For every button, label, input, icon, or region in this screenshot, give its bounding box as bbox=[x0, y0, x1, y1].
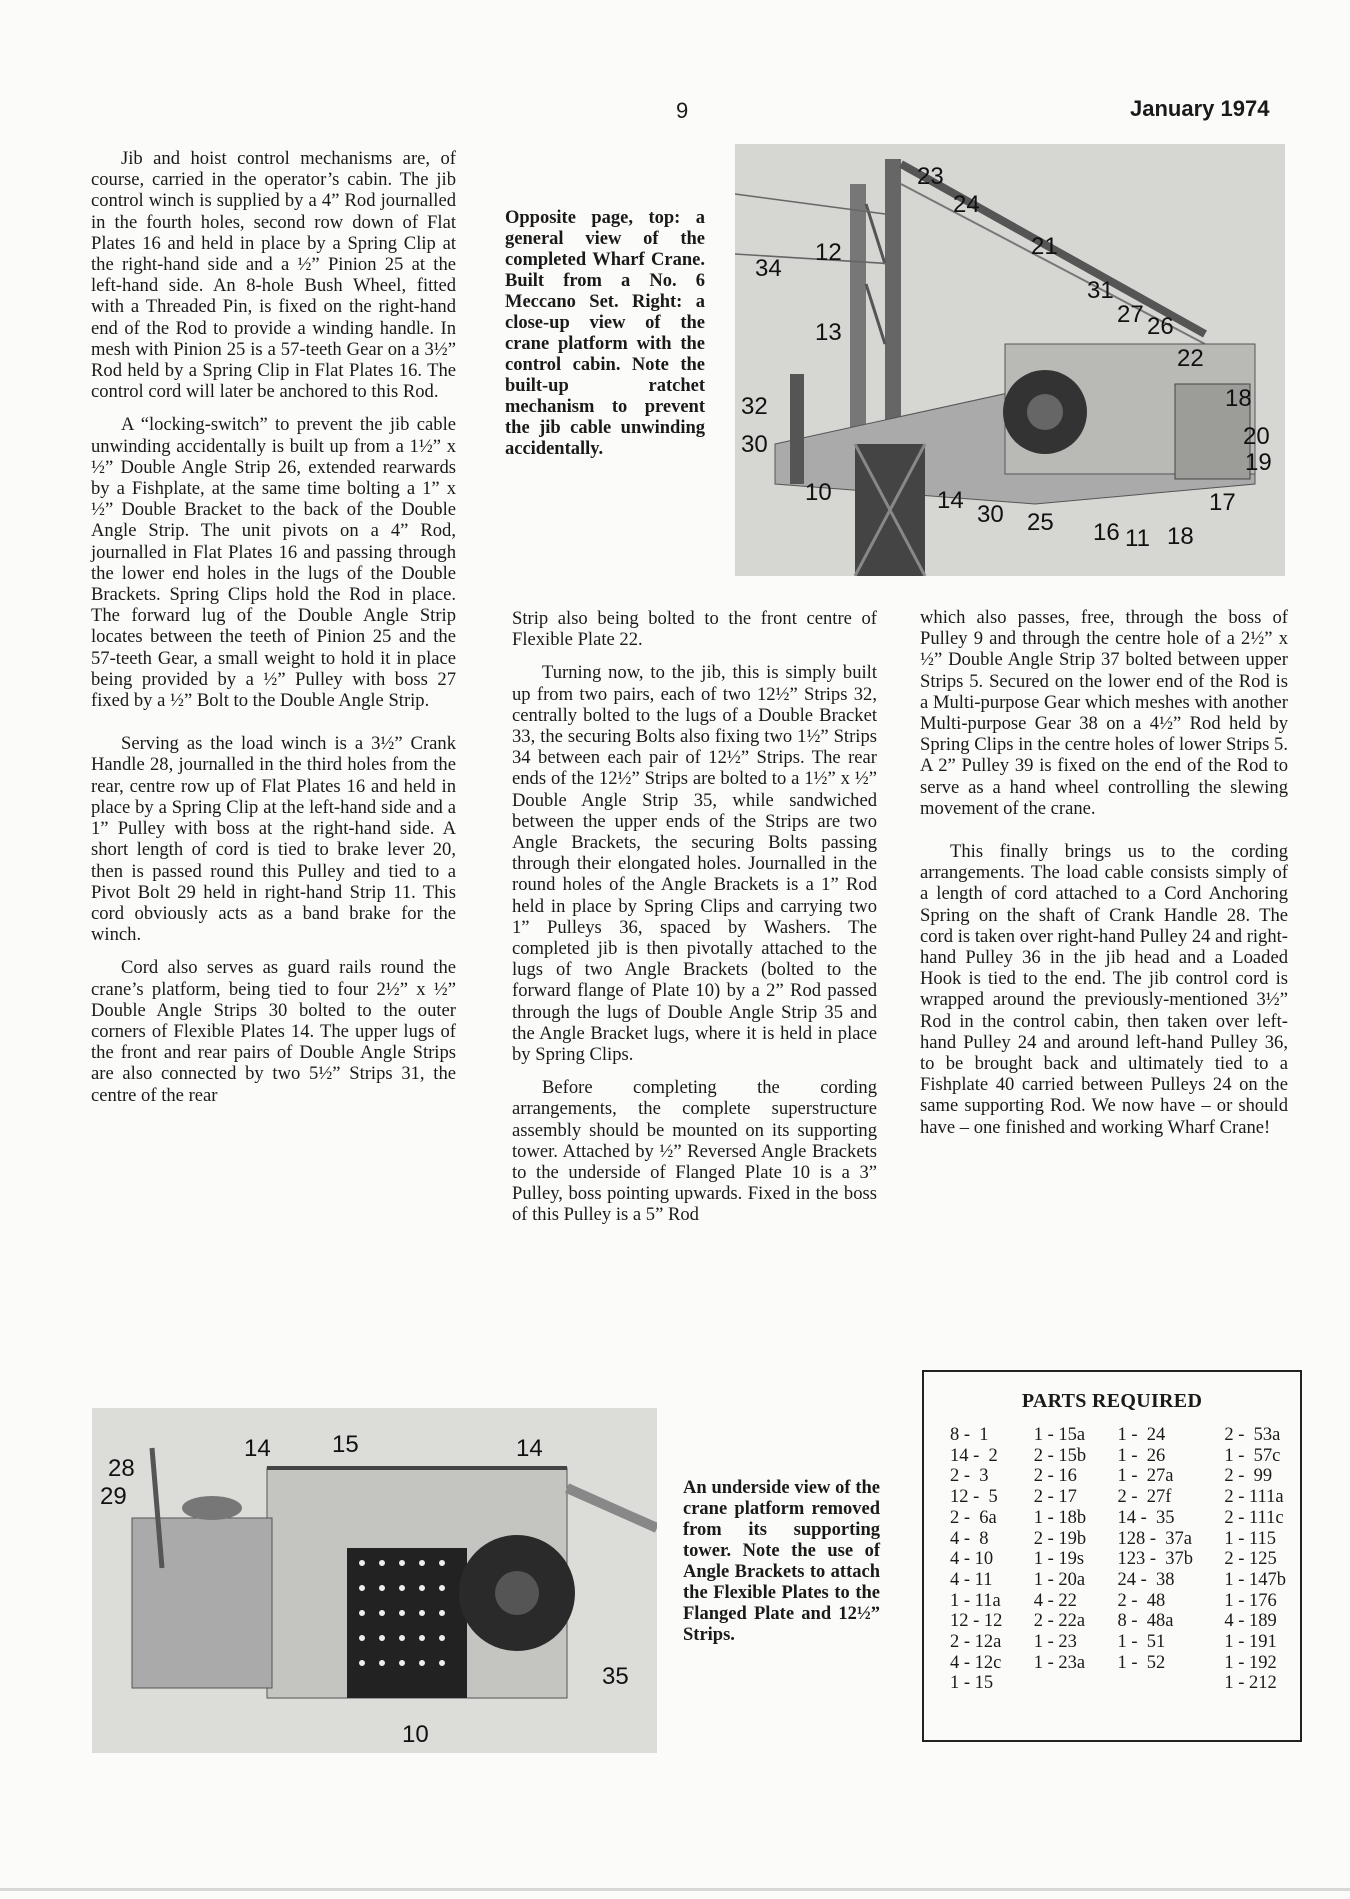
parts-title: PARTS REQUIRED bbox=[1021, 1390, 1203, 1412]
part-entry: 2 - 48 bbox=[1117, 1590, 1166, 1611]
callout-label: 31 bbox=[1087, 277, 1114, 304]
paragraph: Cord also serves as guard rails round the crane’s platform, being tied to four 2½” x ½” Double Angle Strips 30 bolted to the outer corners of Flexible Plates 14. The upper lugs of the front and rear pairs of Double Angle Strips are also connected by two 5½” Strips 31, the centre of the rear bbox=[91, 957, 456, 1106]
paragraph: Jib and hoist control mechanisms are, of course, carried in the operator’s cabin. The jib control winch is supplied by a 4” Rod journalled in the fourth holes, second row down of Flat Plates 16 and held in place by a Spring Clip at the right-hand side and a ½” Pinion 25 at the left-hand side. An 8-hole Bush Wheel, fitted with a Threaded Pin, is fixed on the right-hand end of the Rod to provide a winding handle. In mesh with Pinion 25 is a 57-teeth Gear on a 3½” Rod held by a Spring Clip in Flat Plates 16. The control cord will later be anchored to this Rod. bbox=[91, 148, 456, 403]
callout-label: 21 bbox=[1031, 233, 1058, 260]
callout-label: 30 bbox=[977, 501, 1004, 528]
callout-label: 35 bbox=[602, 1663, 629, 1690]
part-entry: 1 - 57c bbox=[1224, 1445, 1281, 1466]
page-edge bbox=[0, 1888, 1350, 1891]
part-entry: 1 - 51 bbox=[1117, 1632, 1166, 1653]
part-entry: 2 - 111c bbox=[1224, 1507, 1284, 1528]
part-entry: 2 - 19b bbox=[1033, 1528, 1087, 1549]
callout-label: 30 bbox=[741, 431, 768, 458]
part-entry: 12 - 12 bbox=[950, 1611, 1003, 1632]
part-entry: 2 - 22a bbox=[1033, 1611, 1086, 1632]
underside-illustration bbox=[92, 1408, 657, 1753]
part-entry: 8 - 48a bbox=[1117, 1611, 1174, 1632]
callout-label: 22 bbox=[1177, 345, 1204, 372]
callout-label: 20 bbox=[1243, 423, 1270, 450]
part-entry: 1 - 26 bbox=[1117, 1445, 1166, 1466]
paragraph: A “locking-switch” to prevent the jib cable unwinding accidentally is built up from a 1½” x ½” Double Angle Strip 26, extended rearwards by a Fishplate, at the same time bolting a 1” x ½” Double Bracket to the back of the Double Angle Strip. The unit pivots on a 4” Rod, journalled in Flat Plates 16 and passing through the lower end holes in the lugs of the Double Brackets. Spring Clips hold the Rod in place. The forward lug of the Double Angle Strip locates between the teeth of Pinion 25 and the 57-teeth Gear, a small weight to hold it in place being provided by a ½” Pulley with boss 27 fixed by a ½” Bolt to the Double Angle Strip. bbox=[91, 414, 456, 712]
crane-platform-illustration bbox=[735, 144, 1285, 576]
part-entry: 4 - 8 bbox=[950, 1528, 989, 1549]
part-entry: 12 - 5 bbox=[950, 1487, 998, 1508]
part-entry: 1 - 192 bbox=[1224, 1652, 1277, 1673]
part-entry: 1 - 191 bbox=[1224, 1632, 1277, 1653]
callout-label: 19 bbox=[1245, 449, 1272, 476]
part-entry: 4 - 11 bbox=[950, 1569, 993, 1590]
callout-label: 27 bbox=[1117, 301, 1144, 328]
callout-label: 23 bbox=[917, 163, 944, 190]
underside-photo bbox=[92, 1408, 657, 1753]
paragraph: Turning now, to the jib, this is simply built up from two pairs, each of two 12½” Strips 32, centrally bolted to the lugs of a Double Bracket 33, the securing Bolts also fixing two 1½” Strips 34 between each pair of 12½” Strips. The rear ends of the 12½” Strips are bolted to a 1½” x ½” Double Angle Strip 35, while sandwiched between the upper ends of the Strips are two Angle Brackets, the securing Bolts passing through their elongated holes. Journalled in the round holes of the Angle Brackets is a 1” Rod held in place by Spring Clips and carrying two 1” Pulleys 36, spaced by Washers. The completed jib is then pivotally attached to the lugs of two Angle Brackets (bolted to the forward flange of Plate 10) by a 2” Rod passed through the lugs of Double Angle Strip 35 and the Angle Bracket lugs, where it is held in place by Spring Clips. bbox=[512, 662, 877, 1066]
caption-top: Opposite page, top: a general view of the completed Wharf Crane. Built from a No. 6 Meccano Set. Right: a close-up view of the crane platform with the control cabin. Note the built-up ratchet mechanism to prevent the jib cable unwinding accidentally. bbox=[505, 208, 705, 459]
callout-label: 29 bbox=[100, 1483, 127, 1510]
part-entry: 8 - 1 bbox=[950, 1425, 989, 1445]
part-entry: 1 - 23 bbox=[1033, 1632, 1077, 1653]
part-entry: 2 - 27f bbox=[1117, 1487, 1172, 1508]
part-entry: 1 - 176 bbox=[1224, 1590, 1277, 1611]
callout-label: 24 bbox=[953, 191, 980, 218]
callout-label: 14 bbox=[937, 487, 964, 514]
callout-label: 10 bbox=[402, 1721, 429, 1748]
paragraph: Serving as the load winch is a 3½” Crank Handle 28, journalled in the third holes from the rear, centre row up of Flat Plates 16 and held in place by a Spring Clip at the left-hand side and a 1” Pulley with boss at the right-hand side. A short length of cord is tied to brake lever 20, then is passed round this Pulley and tied to a Pivot Bolt 29 held in right-hand Strip 11. This cord obviously acts as a band brake for the winch. bbox=[91, 733, 456, 946]
article-column-1 bbox=[91, 148, 456, 1118]
parts-column bbox=[1117, 1425, 1193, 1694]
part-entry: 1 - 20a bbox=[1033, 1569, 1086, 1590]
part-entry: 4 - 12c bbox=[950, 1652, 1002, 1673]
callout-label: 18 bbox=[1167, 523, 1194, 550]
issue-date: January 1974 bbox=[1130, 96, 1270, 121]
part-entry: 1 - 27a bbox=[1117, 1466, 1174, 1487]
callout-label: 11 bbox=[1125, 525, 1150, 552]
parts-column bbox=[950, 1425, 1002, 1694]
callout-label: 15 bbox=[332, 1431, 359, 1458]
part-entry: 1 - 23a bbox=[1033, 1652, 1086, 1673]
part-entry: 4 - 10 bbox=[950, 1549, 994, 1570]
callout-label: 14 bbox=[516, 1435, 543, 1462]
callout-label: 17 bbox=[1209, 489, 1236, 516]
part-entry: 14 - 2 bbox=[950, 1445, 998, 1466]
caption-bottom: An underside view of the crane platform removed from its supporting tower. Note the use of Angle Brackets to attach the Flexible Plates to the Flanged Plate and 12½” Strips. bbox=[683, 1478, 880, 1645]
part-entry: 123 - 37b bbox=[1117, 1549, 1194, 1570]
parts-list bbox=[924, 1425, 1300, 1694]
part-entry: 1 - 18b bbox=[1033, 1507, 1087, 1528]
callout-label: 10 bbox=[805, 479, 832, 506]
part-entry: 4 - 189 bbox=[1224, 1611, 1277, 1632]
callout-label: 14 bbox=[244, 1435, 271, 1462]
callout-label: 26 bbox=[1147, 313, 1174, 340]
part-entry: 1 - 212 bbox=[1224, 1673, 1277, 1694]
article-column-2 bbox=[512, 608, 877, 1238]
part-entry: 2 - 15b bbox=[1033, 1445, 1087, 1466]
part-entry: 1 - 52 bbox=[1117, 1652, 1166, 1673]
part-entry: 2 - 16 bbox=[1033, 1466, 1077, 1487]
page-number: 9 bbox=[676, 98, 689, 123]
part-entry: 1 - 115 bbox=[1224, 1528, 1277, 1549]
callout-label: 28 bbox=[108, 1455, 135, 1482]
paragraph: which also passes, free, through the boss of Pulley 9 and through the centre hole of a 2½” x ½” Double Angle Strip 37 bolted between upper Strips 5. Secured on the lower end of the Rod is a Multi-purpose Gear which meshes with another Multi-purpose Gear 38 on a 4½” Rod held by Spring Clips in the centre holes of lower Strips 5. A 2” Pulley 39 is fixed on the end of the Rod to serve as a hand wheel controlling the slewing movement of the crane. bbox=[920, 607, 1288, 819]
callout-label: 32 bbox=[741, 393, 768, 420]
part-entry: 14 - 35 bbox=[1117, 1507, 1175, 1528]
callout-label: 34 bbox=[755, 255, 782, 282]
part-entry: 2 - 99 bbox=[1224, 1466, 1273, 1487]
callout-label: 25 bbox=[1027, 509, 1054, 536]
part-entry: 2 - 125 bbox=[1224, 1549, 1277, 1570]
callout-label: 13 bbox=[815, 319, 842, 346]
callout-label: 18 bbox=[1225, 385, 1252, 412]
part-entry: 2 - 53a bbox=[1224, 1425, 1281, 1445]
parts-column bbox=[1034, 1425, 1086, 1694]
parts-required-box bbox=[922, 1370, 1302, 1742]
part-entry: 2 - 12a bbox=[950, 1632, 1002, 1653]
part-entry: 1 - 24 bbox=[1117, 1425, 1166, 1445]
part-entry: 1 - 15a bbox=[1033, 1425, 1086, 1445]
part-entry: 4 - 22 bbox=[1033, 1590, 1077, 1611]
callout-label: 12 bbox=[815, 239, 842, 266]
crane-platform-photo bbox=[735, 144, 1285, 576]
part-entry: 24 - 38 bbox=[1117, 1569, 1175, 1590]
part-entry: 1 - 147b bbox=[1224, 1569, 1286, 1590]
callout-label: 16 bbox=[1093, 519, 1120, 546]
part-entry: 2 - 111a bbox=[1224, 1487, 1284, 1508]
part-entry: 2 - 6a bbox=[950, 1507, 997, 1528]
article-column-3 bbox=[920, 607, 1288, 1150]
part-entry: 2 - 17 bbox=[1033, 1487, 1077, 1508]
part-entry: 1 - 11a bbox=[950, 1590, 1001, 1611]
paragraph: Before completing the cording arrangements, the complete superstructure assembly should be mounted on its supporting tower. Attached by ½” Reversed Angle Brackets to the underside of Flanged Plate 10 is a 3” Pulley, boss pointing upwards. Fixed in the boss of this Pulley is a 5” Rod bbox=[512, 1077, 877, 1226]
part-entry: 128 - 37a bbox=[1117, 1528, 1192, 1549]
part-entry: 1 - 19s bbox=[1033, 1549, 1085, 1570]
paragraph: Strip also being bolted to the front centre of Flexible Plate 22. bbox=[512, 608, 877, 651]
parts-column bbox=[1224, 1425, 1286, 1694]
part-entry: 2 - 3 bbox=[950, 1466, 989, 1487]
paragraph: This finally brings us to the cording arrangements. The load cable consists simply of a length of cord attached to a Cord Anchoring Spring on the shaft of Crank Handle 28. The cord is taken over right-hand Pulley 24 and right-hand Pulley 36 in the jib head and a Loaded Hook is tied to the end. The jib control cord is wrapped around the previously-mentioned 3½” Rod in the control cabin, then taken over left-hand Pulley 24 and around left-hand Pulley 36, to be brought back and ultimately tied to a Fishplate 40 carried between Pulleys 24 on the same supporting Rod. We now have – or should have – one finished and working Wharf Crane! bbox=[920, 841, 1288, 1138]
part-entry: 1 - 15 bbox=[950, 1673, 994, 1694]
